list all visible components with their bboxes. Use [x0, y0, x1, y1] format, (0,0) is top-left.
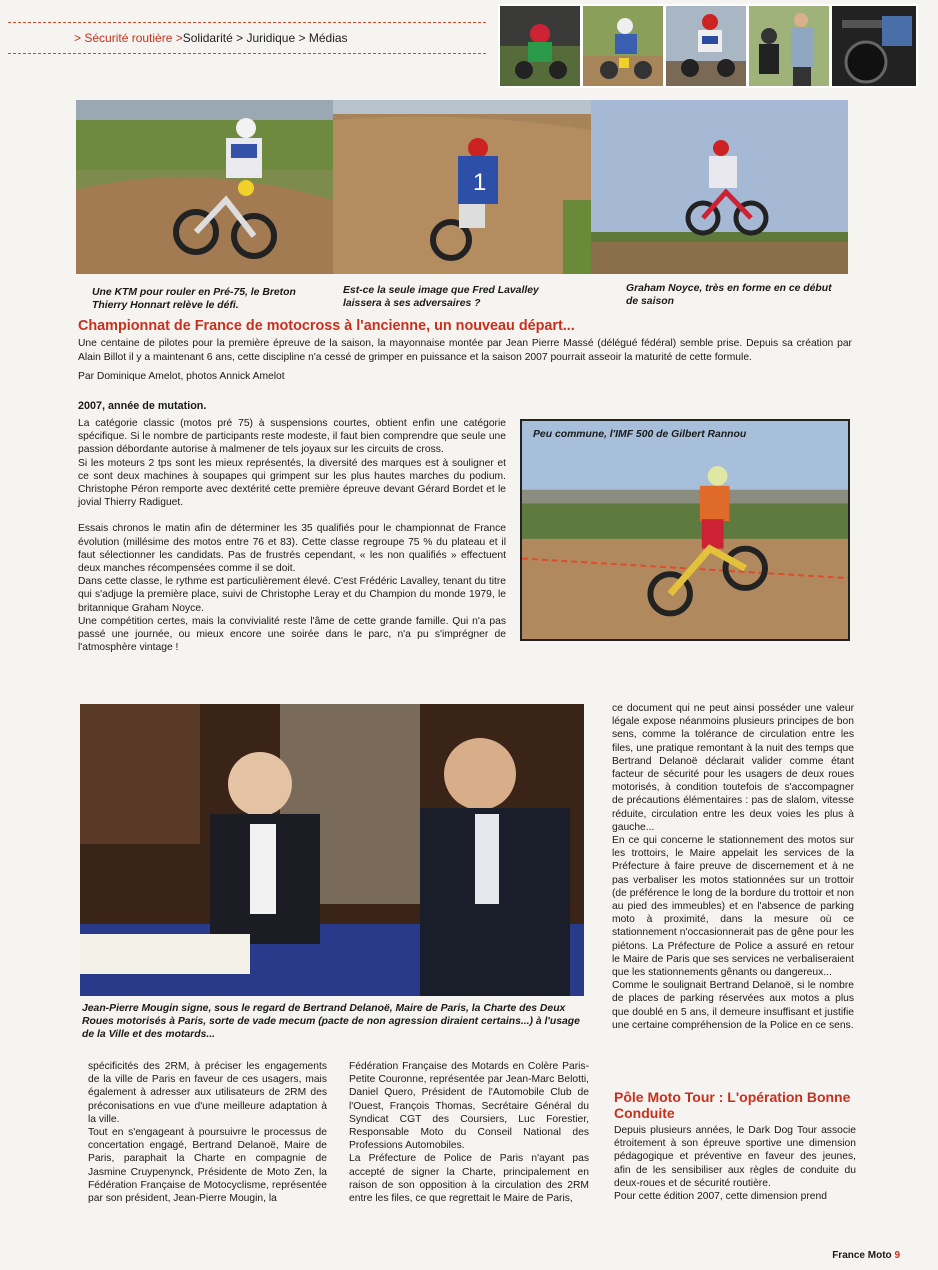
article-paragraph: La Préfecture de Police de Paris n'ayant pas accepté de signer la Charte, principalement en raison de son opposition à la circulation des 2RM entre les files, ce que regrettait le Maire de Paris, [349, 1153, 589, 1205]
article-title: Championnat de France de motocross à l'ancienne, un nouveau départ... [78, 318, 575, 334]
caption-graham-noyce: Graham Noyce, très en forme en ce début de saison [626, 283, 832, 307]
article-paragraph: Comme le soulignait Bertrand Delanoë, si le nombre de places de parking réservées aux motos a plus que doublé en 5 ans, il demeure insuffisant et justifie une certaine compréhension de la Police en ce sens. [612, 980, 854, 1031]
photo-row-top [76, 100, 848, 274]
article-paragraph: La catégorie classic (motos pré 75) à suspensions courtes, obtient enfin une catégorie spécifique. Si le nombre de participants reste modeste, il faut bien comprendre que seule une passion débordante autorise à malmener de tels joyaux sur les circuits de cross. [78, 418, 506, 456]
photo-charter-signing [80, 704, 584, 996]
photo-graham-noyce [591, 100, 848, 274]
article2-column-2 [349, 1060, 589, 1205]
article-subhead: 2007, année de mutation. [78, 400, 207, 412]
article-paragraph: Tout en s'engageant à poursuivre le processus de concertation engagé, Bertrand Delanoë, Maire de Paris, paraphait la Charte en compagnie de Jasmine Cruypenynck, Présidente de Moto Zen, la Fédération Française de Motocyclisme, représentée par son président, Jean-Pierre Mougin, la [88, 1127, 327, 1205]
breadcrumb-link-medias[interactable]: Médias [308, 31, 348, 45]
article-byline: Par Dominique Amelot, photos Annick Amelot [78, 371, 285, 382]
article-paragraph: Si les moteurs 2 tps sont les mieux représentés, la diversité des marques est à souligner et ce sont deux machines à soupapes qui grimpent sur les plus hautes marches du podium. Christophe Péron remporte avec dextérité cette première épreuve devant Gérard Bordet et le jovial Thierry Radiguet. [78, 457, 506, 509]
article-paragraph: Fédération Française des Motards en Colère Paris-Petite Couronne, représentée par Jean-Marc Belotti, Daniel Quero, Président de l'Automobile Club de l'Ouest, François Thomas, Secrétaire Général du Syndicat CGT des Coursiers, Luc Forestier, Responsable Moto du Conseil National des Professions Automobiles. [349, 1061, 589, 1152]
article-paragraph: ce document qui ne peut ainsi posséder une valeur légale expose néanmoins plusieurs principes de bon sens, comme la tolérance de circulation entre les files, une pratique remontant à la nuit des temps que Bertrand Delanoë déclarait valider comme étant facteur de sécurité pour les usagers de deux roues motorisés, à condition toutefois de s'accompagner de précautions élémentaires : pas de slalom, vitesse réduite, circulation entre les deux voies les plus à gauche... [612, 703, 854, 833]
photo-imf-500 [520, 419, 850, 641]
breadcrumb-separator: > [232, 31, 247, 45]
caption-ktm-pre75: Une KTM pour rouler en Pré-75, le Breton Thierry Honnart relève le défi. [92, 287, 296, 311]
article-paragraph: Une compétition certes, mais la convivialité reste l'âme de cette grande famille. Qui n'a pas passé une journée, ou mieux encore une soirée dans le parc, n'a pu s'imprégner de l'atmosphère vintage ! [78, 615, 506, 654]
breadcrumb-link-juridique[interactable]: Juridique [246, 31, 296, 45]
photo-ktm-pre75 [76, 100, 333, 274]
article-paragraph: Essais chronos le matin afin de déterminer les 35 qualifiés pour le championnat de France évolution (millésime des motos entre 76 et 83). Cette classe regroupe 75 % du plateau et il faut sélectionner les candidats. Pas de frustrés cependant, « les non qualifiés » effectuent deux manches récompensées comme il se doit. [78, 523, 506, 575]
caption-charter-signing: Jean-Pierre Mougin signe, sous le regard de Bertrand Delanoë, Maire de Paris, la Charte des Deux Roues motorisés à Paris, sorte de vade mecum (pacte de non agression diraient certains...) à l'usage de la Ville et des motards... [82, 1003, 580, 1040]
article-paragraph: En ce qui concerne le stationnement des motos sur les trottoirs, le Maire appelait les services de la Préfecture à faire preuve de discernement et à ne pas verbaliser les motos stationnées sur un trottoir (de préférence le long de la bordure du trottoir et non au pied des immeubles) et en l'absence de parking moto à proximité, dans la mesure où ce stationnement n'occasionnerait pas de gêne pour les piétons. La Préfecture de Police a assuré en retour le Maire de Paris que ses services ne verbaliseraient que les stationnements gênants ou dangereux... [612, 835, 854, 979]
article3-title: Pôle Moto Tour : L'opération Bonne Conduite [614, 1089, 851, 1121]
article-paragraph: Dans cette classe, le rythme est particulièrement élevé. C'est Frédéric Lavalley, tenant du titre qui s'adjuge la première place, suivi de Christophe Leray et du Champion du monde 1979, le britannique Graham Noyce. [78, 576, 506, 614]
caption-fred-lavalley: Est-ce la seule image que Fred Lavalley laissera à ses adversaires ? [343, 285, 539, 309]
article-body [78, 417, 506, 654]
breadcrumb [74, 31, 348, 45]
thumb-photo-officials [749, 6, 829, 86]
caption-imf-500: Peu commune, l'IMF 500 de Gilbert Rannou [533, 429, 747, 440]
page-number: 9 [894, 1250, 900, 1261]
article-paragraph: Depuis plusieurs années, le Dark Dog Tour associe étroitement à son épreuve sportive une dimension pédagogique et préventive en faveur des jeunes, afin de les sensibiliser aux règles de conduite du deux-roues et de sécurité routière. [614, 1125, 856, 1189]
thumb-photo-rider-two [583, 6, 663, 86]
thumb-photo-rider-green [500, 6, 580, 86]
thumb-photo-rider-jump [666, 6, 746, 86]
svg-text:1: 1 [473, 169, 487, 196]
breadcrumb-link-securite[interactable]: > Sécurité routière > [74, 31, 183, 45]
article2-column-1 [88, 1060, 327, 1205]
photo-fred-lavalley [333, 100, 591, 274]
article-lede: Une centaine de pilotes pour la première épreuve de la saison, la mayonnaise montée par Jean Pierre Massé (délégué fédéral) semble prise. Depuis sa création par Alain Billot il y a maintenant 6 ans, cette discipline n'a cessé de grimper en puissance et la saison 2007 pourrait asseoir la maturité de cette formule. [78, 338, 852, 363]
article-paragraph: Pour cette édition 2007, cette dimension prend [614, 1191, 827, 1203]
breadcrumb-separator: > [295, 31, 309, 45]
thumbnail-strip [498, 4, 918, 88]
article-paragraph: spécificités des 2RM, à préciser les engagements de la ville de Paris en faveur de ces usagers, mais également à adresser aux utilisateurs de 2RM des préconisations en vue d'une meilleure adaptation à la ville. [88, 1061, 327, 1125]
magazine-name: France Moto [832, 1250, 892, 1261]
article3-body [614, 1124, 856, 1203]
breadcrumb-link-solidarite[interactable]: Solidarité [182, 31, 233, 45]
page-footer [832, 1250, 900, 1261]
article2-column-3 [612, 702, 854, 1032]
thumb-photo-motorcycle-detail [832, 6, 916, 86]
